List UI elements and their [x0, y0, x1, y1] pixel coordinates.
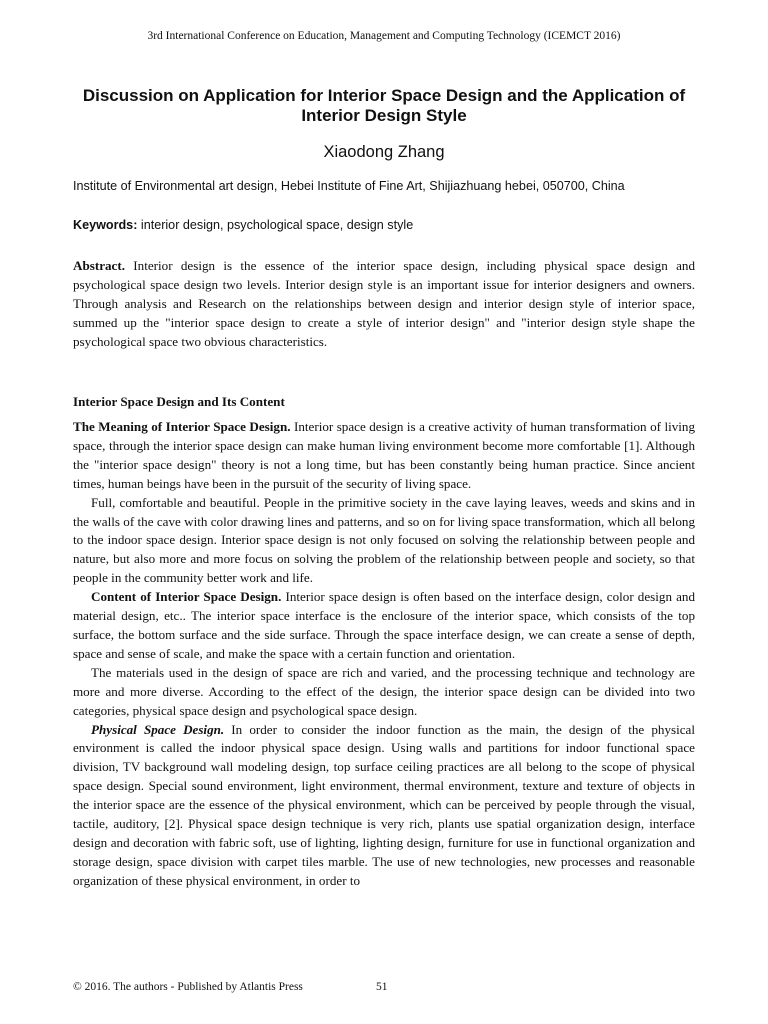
page-number: 51	[376, 981, 388, 993]
paragraph-physical-label: Physical Space Design.	[91, 721, 225, 737]
abstract	[73, 257, 695, 352]
paper-title: Discussion on Application for Interior Space Design and the Application of Interior Design Style	[82, 86, 686, 125]
paragraph-physical	[73, 721, 695, 891]
paragraph-physical-text: In order to consider the indoor function as the main, the design of the physical environment is called the indoor physical space design. Using walls and partitions for indoor functional space division, TV background wall modeling design, top surface ceiling practices are all belong to the scope of physical space design. Special sound environment, light environment, thermal environment, texture and texture of objects in the interior space are the essence of the physical environment, which can be perceived by people through the visual, tactile, auditory, [2]. Physical space design technique is very rich, plants use spatial organization design, interface design and decoration with fabric soft, use of lighting, lighting design, furniture for use in functional organization and storage design, space division with carpet tiles marble. The use of new technologies, new processes and reasonable organization of these physical environment, in order to	[73, 721, 695, 888]
section-body	[73, 418, 695, 891]
abstract-text: Interior design is the essence of the interior space design, including physical space design and psychological space design two levels. Interior design style is an important issue for interior designers and owners. Through analysis and Research on the relationships between design and interior design style of interior space, summed up the "interior space design to create a style of interior design" and "interior design style shape the psychological space two obvious characteristics.	[73, 258, 695, 349]
paragraph-meaning-label: The Meaning of Interior Space Design.	[73, 419, 291, 434]
paragraph-meaning-text: Interior space design is a creative activity of human transformation of living space, through the interior space design can make human living environment become more comfortable [1]. Although the "interior space design" theory is not a long time, but has been constantly being human practice. Since ancient times, human beings have been in the pursuit of the security of living space.	[73, 419, 696, 491]
keywords-line	[73, 218, 713, 232]
paragraph-content	[73, 588, 695, 664]
paragraph-materials: The materials used in the design of space are rich and varied, and the processing technique and technology are more and more diverse. According to the effect of the design, the interior space design can be divided into two categories, physical space design and psychological space design.	[73, 664, 695, 718]
paragraph-content-label: Content of Interior Space Design.	[91, 589, 282, 605]
paragraph-meaning	[73, 418, 695, 494]
abstract-label: Abstract.	[73, 258, 125, 273]
keywords-label: Keywords:	[73, 218, 138, 232]
author-affiliation: Institute of Environmental art design, Hebei Institute of Fine Art, Shijiazhuang hebei, 050700, China	[73, 179, 625, 193]
section-heading: Interior Space Design and Its Content	[73, 394, 285, 409]
conference-header: 3rd International Conference on Education, Management and Computing Technology (ICEMCT 2016)	[147, 30, 621, 42]
paragraph-full-comfortable: Full, comfortable and beautiful. People in the primitive society in the cave laying leaves, weeds and skins and in the walls of the cave with color drawing lines and patterns, and so on for living space transformation, which all belong to the indoor space design. Interior space design is not only focused on solving the relationship between people and nature, but also more and more focus on solving the problem of the relationship between people and society, so that people in the community better work and life.	[73, 494, 695, 586]
author-name: Xiaodong Zhang	[323, 143, 445, 161]
footer-copyright: © 2016. The authors - Published by Atlantis Press	[73, 981, 303, 993]
keywords-text: interior design, psychological space, design style	[137, 218, 414, 232]
paragraph-content-text: Interior space design is often based on the interface design, color design and material design, etc.. The interior space interface is the enclosure of the interior space, which consists of the top surface, the bottom surface and the side surface. Through the space interface design, we can create a sense of depth, space and sense of scale, and make the space with a certain function and orientation.	[73, 589, 695, 661]
